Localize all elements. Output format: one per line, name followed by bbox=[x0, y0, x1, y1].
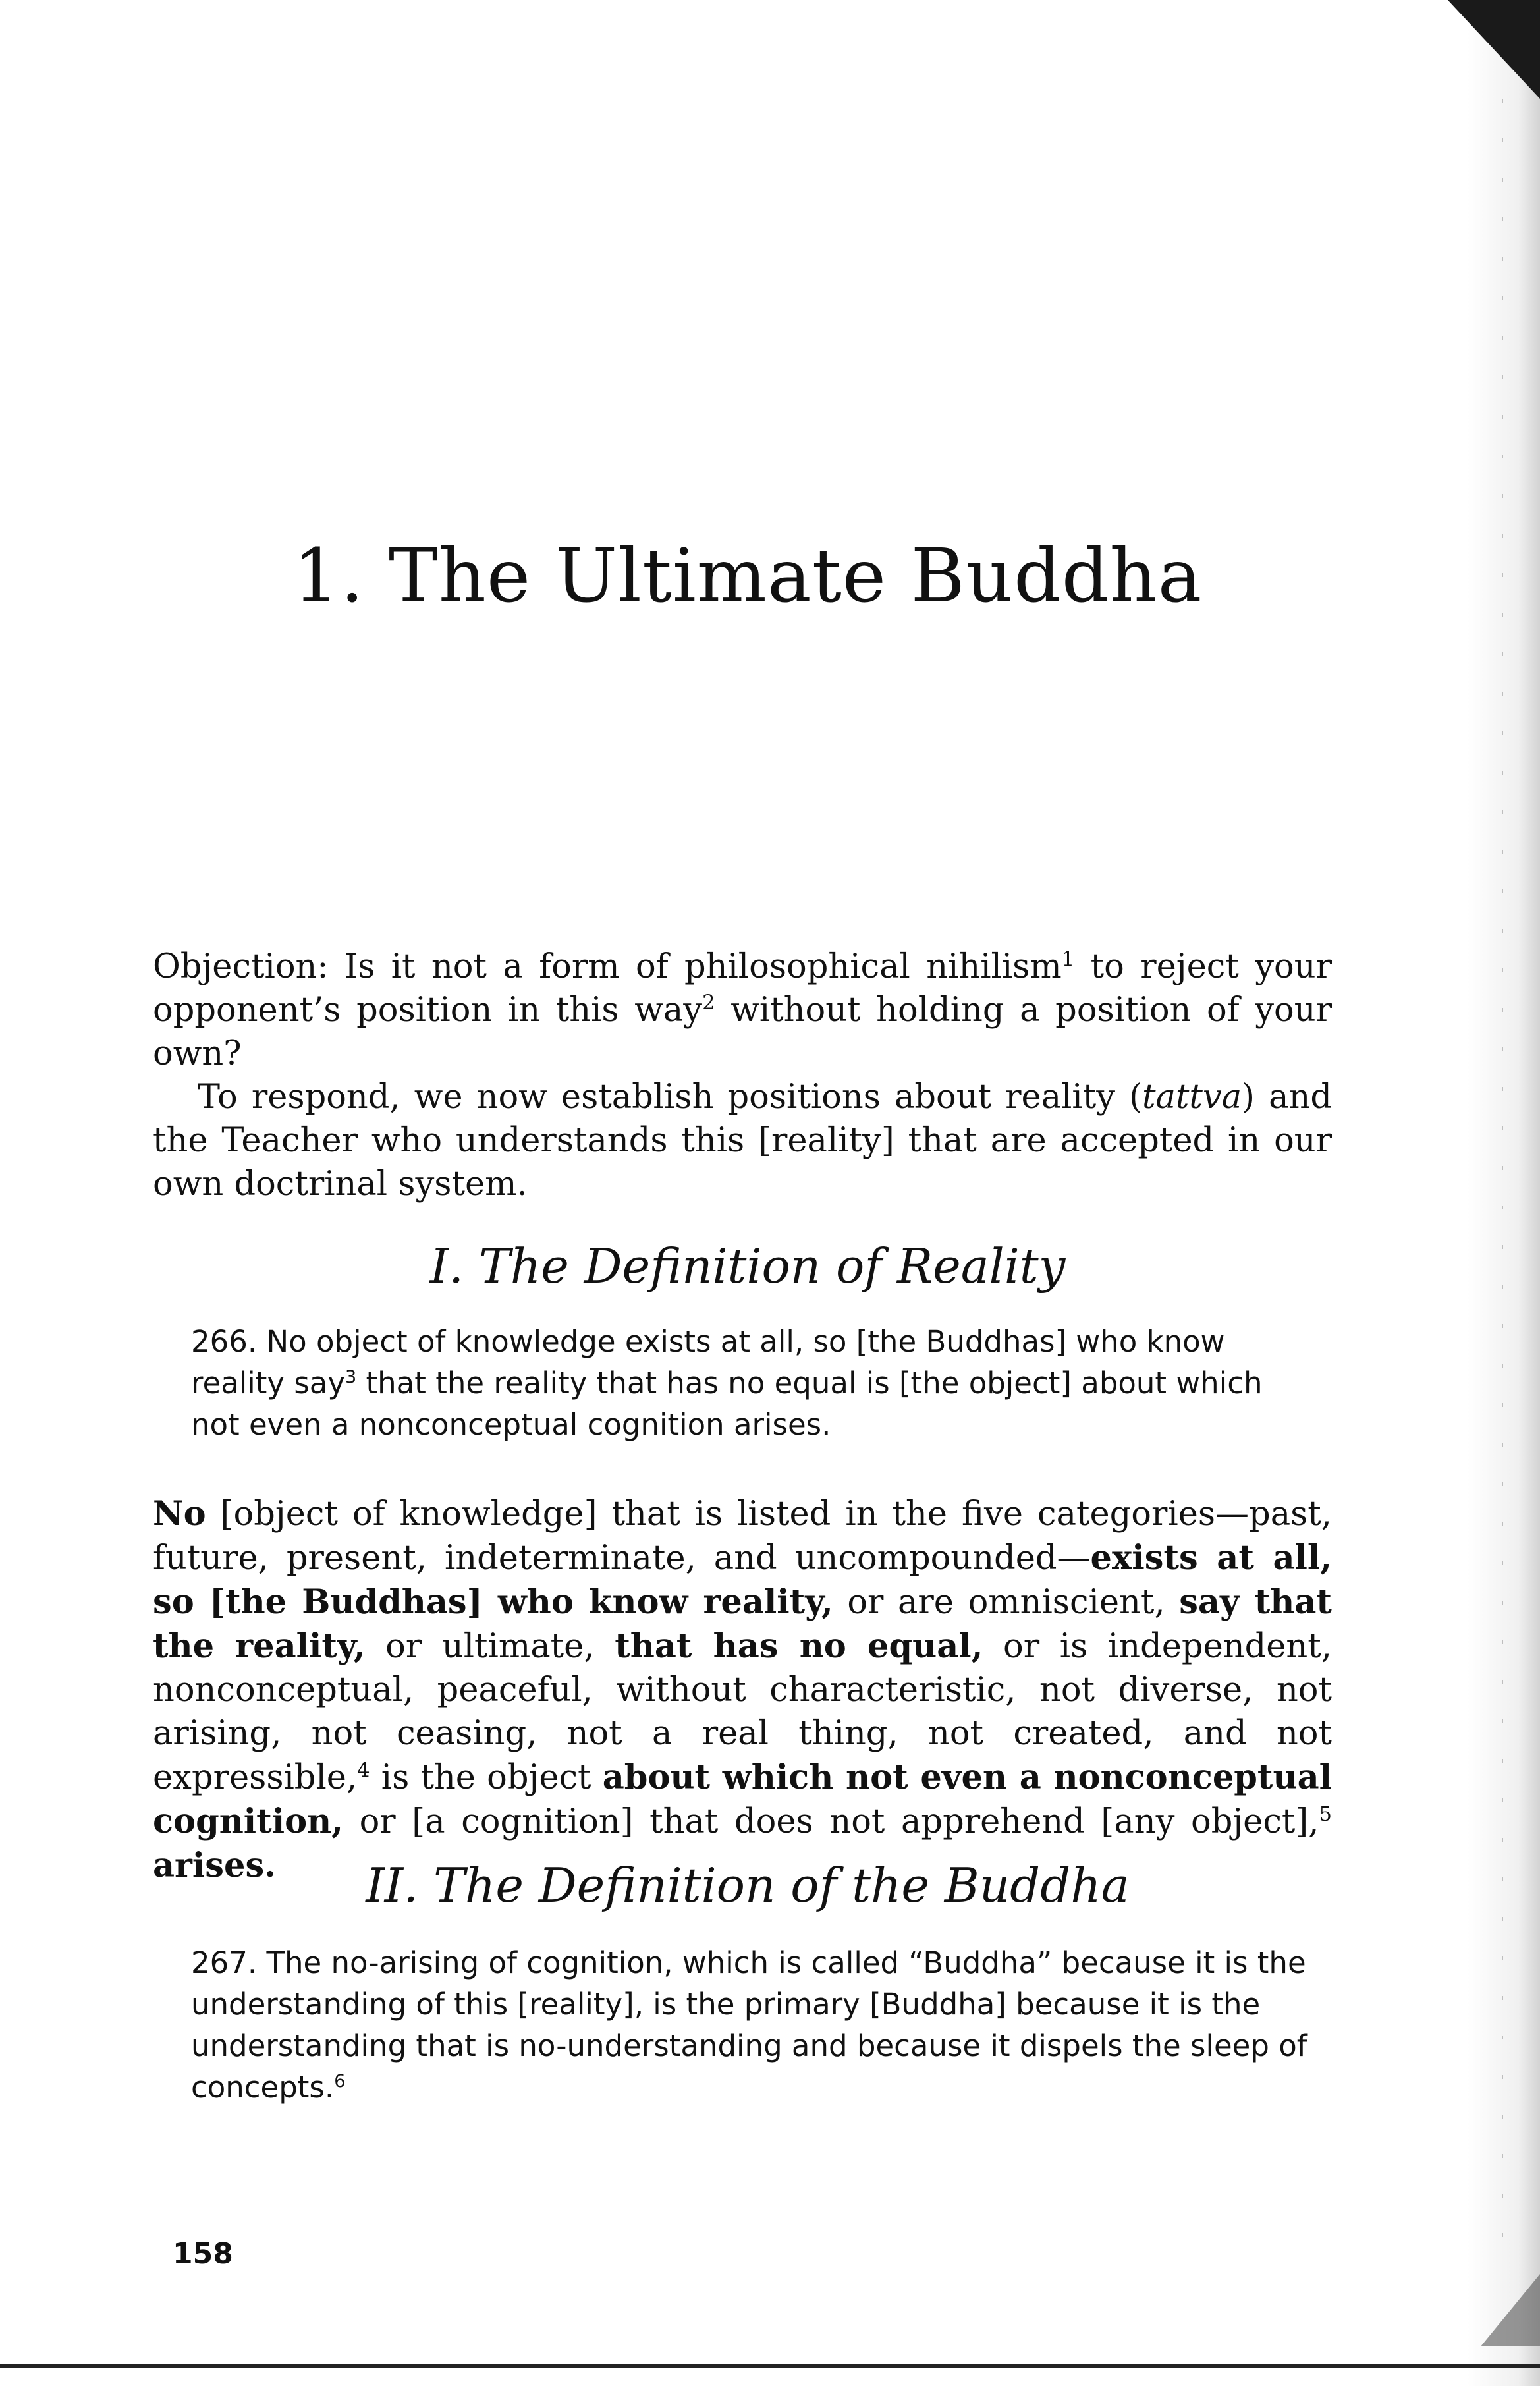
commentary-bold: No bbox=[153, 1494, 206, 1534]
commentary-paragraph bbox=[153, 1492, 1332, 1888]
scan-bottom-edge bbox=[0, 2364, 1540, 2368]
scan-corner-top-right bbox=[1448, 0, 1540, 99]
footnote-ref-5: 5 bbox=[1319, 1803, 1332, 1826]
footnote-ref-1: 1 bbox=[1061, 948, 1075, 971]
scan-edge-shadow bbox=[1468, 0, 1540, 2386]
footnote-ref-2: 2 bbox=[702, 991, 715, 1014]
commentary-text: [object of knowledge] that is listed in the five categories—past, future, present, indeterminate, and uncompounded— bbox=[153, 1495, 1332, 1578]
commentary-bold: about which not even a nonconceptual cognition, bbox=[153, 1758, 1332, 1841]
scan-corner-bottom-right bbox=[1481, 2274, 1540, 2346]
commentary-bold: say that the reality, bbox=[153, 1582, 1332, 1666]
commentary-text: or are omniscient, bbox=[833, 1583, 1180, 1622]
verse-266 bbox=[191, 1321, 1311, 1445]
commentary-text: or [a cognition] that does not apprehend [any object], bbox=[343, 1802, 1319, 1841]
response-text-b: ) and the Teacher who understands this [reality] that are accepted in our own doctrinal system. bbox=[153, 1078, 1332, 1204]
footnote-ref-4: 4 bbox=[357, 1759, 370, 1782]
response-paragraph bbox=[153, 1076, 1332, 1206]
sanskrit-term: tattva bbox=[1142, 1078, 1242, 1117]
objection-text-b: to reject your opponent’s position in this way bbox=[153, 947, 1332, 1030]
verse-267 bbox=[191, 1942, 1311, 2108]
intro-text bbox=[153, 945, 1332, 1206]
verse-266-text-a: 266. No object of knowledge exists at all, so [the Buddhas] who know reality say bbox=[191, 1324, 1225, 1401]
commentary-text: or ultimate, bbox=[365, 1627, 615, 1666]
objection-text-c: without holding a position of your own? bbox=[153, 991, 1332, 1073]
verse-267-text: 267. The no-arising of cognition, which is called “Buddha” because it is the understanding of this [reality], is the primary [Buddha] because it is the understanding that is no-understanding and because it dispels the sleep of concepts. bbox=[191, 1945, 1307, 2105]
section-heading-buddha: II. The Definition of the Buddha bbox=[366, 1858, 1130, 1913]
verse-266-text-b: that the reality that has no equal is [the object] about which not even a nonconceptual cognition arises. bbox=[191, 1366, 1263, 1442]
commentary-bold: exists at all, so [the Buddhas] who know reality, bbox=[153, 1538, 1332, 1622]
objection-text-a: Objection: Is it not a form of philosophical nihilism bbox=[153, 947, 1062, 986]
section-heading-reality: I. The Definition of Reality bbox=[429, 1238, 1066, 1294]
footnote-ref-6: 6 bbox=[334, 2071, 346, 2092]
commentary-text: or is independent, nonconceptual, peaceful, without characteristic, not diverse, not arising, not ceasing, not a real thing, not created, and not expressible, bbox=[153, 1627, 1332, 1797]
footnote-ref-3: 3 bbox=[345, 1367, 357, 1387]
chapter-title: 1. The Ultimate Buddha bbox=[292, 534, 1203, 619]
commentary-bold: arises. bbox=[153, 1846, 276, 1885]
page-number: 158 bbox=[173, 2237, 233, 2271]
commentary-bold: that has no equal, bbox=[615, 1626, 983, 1666]
scan-edge-marks bbox=[1502, 99, 1503, 2273]
objection-paragraph bbox=[153, 945, 1332, 1076]
commentary-text: is the object bbox=[370, 1758, 603, 1797]
response-text-a: To respond, we now establish positions about reality ( bbox=[198, 1078, 1142, 1117]
